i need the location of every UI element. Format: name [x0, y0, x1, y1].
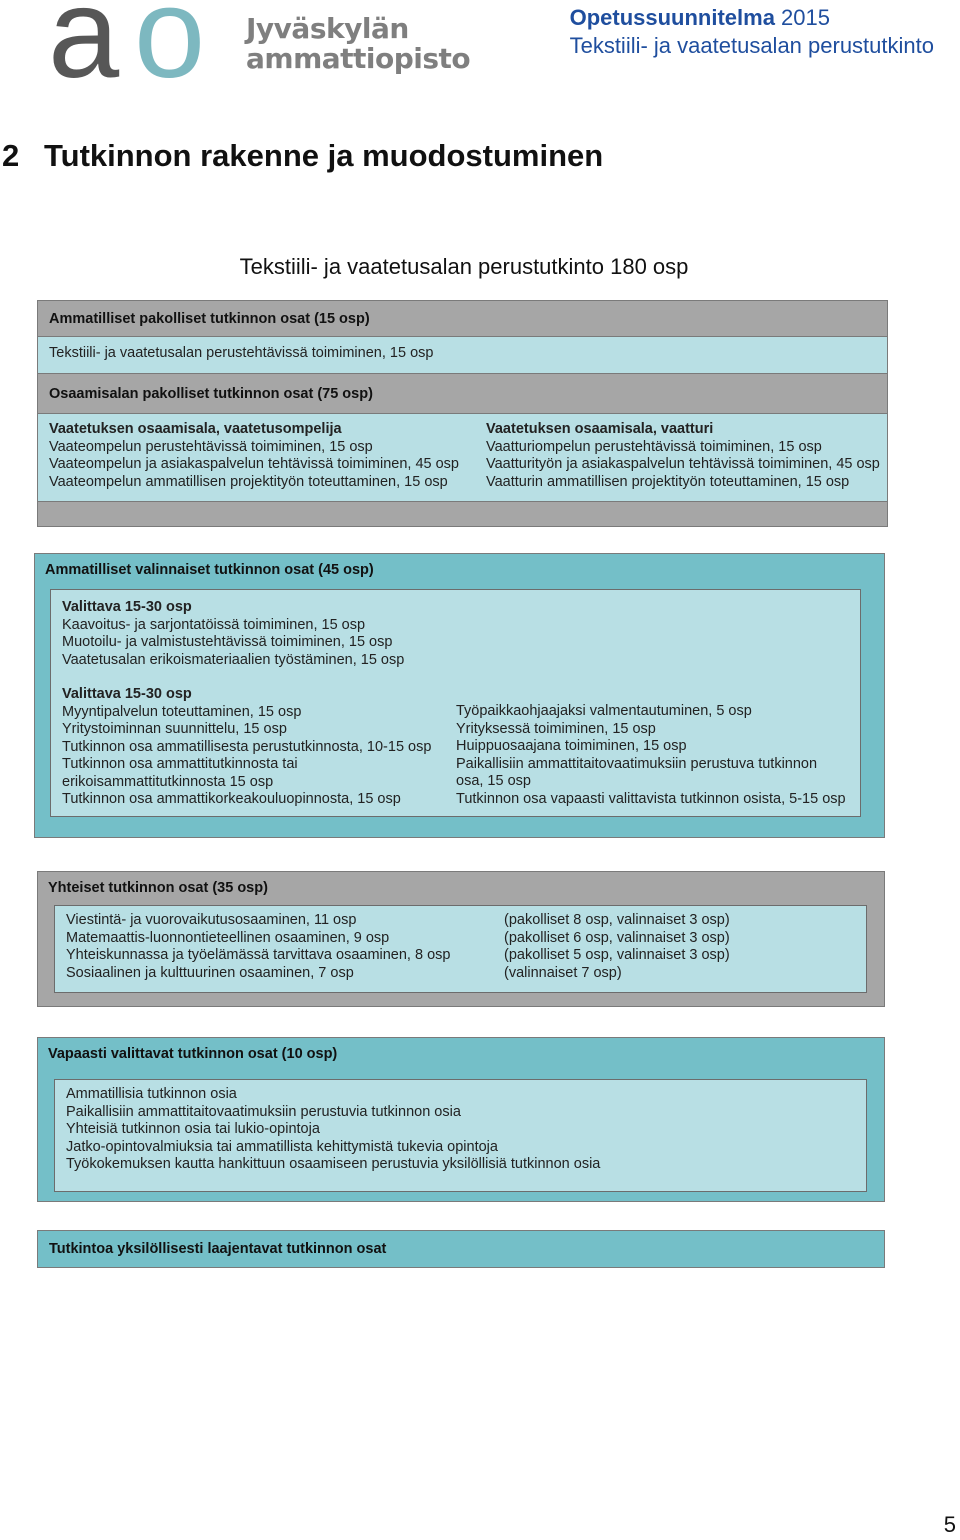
block3-group1 [62, 599, 404, 669]
diagram-title: Tekstiili- ja vaatetusalan perustutkinto 180 osp [239, 254, 689, 279]
block4-panel [37, 871, 885, 1007]
list-item: erikoisammattitutkinnosta 15 osp [62, 773, 274, 790]
block3-group2-right [456, 703, 846, 808]
list-item: Ammatillisia tutkinnon osia [66, 1086, 237, 1102]
list-item: Paikallisiin ammattitaitovaatimuksiin perustuva tutkinnon [456, 755, 818, 772]
logo-line-1: Jyväskylän [246, 12, 409, 45]
block5-inner [54, 1079, 867, 1192]
list-item: Vaatetusalan erikoismateriaalien työstäminen, 15 osp [62, 651, 405, 668]
block3-header: Ammatilliset valinnaiset tutkinnon osat (45 osp) [45, 562, 374, 578]
logo [48, 0, 471, 105]
header-subtitle: Tekstiili- ja vaatetusalan perustutkinto [569, 33, 934, 58]
list-item: Vaatturin ammatillisen projektityön toteuttaminen, 15 osp [486, 473, 850, 490]
list-item: Tutkinnon osa ammattitutkinnosta tai [62, 756, 298, 772]
block2-left-column [49, 421, 459, 491]
list-item: Tutkinnon osa ammattikorkeakouluopinnosta, 15 osp [62, 791, 401, 807]
block2-body [37, 413, 888, 502]
list-item: (pakolliset 6 osp, valinnaiset 3 osp) [504, 929, 730, 946]
block4-header: Yhteiset tutkinnon osat (35 osp) [48, 880, 268, 896]
list-item: Tutkinnon osa ammatillisesta perustutkinnosta, 10-15 osp [62, 738, 432, 755]
header-title: Opetussuunnitelma [569, 5, 775, 30]
block4-right-column [504, 912, 730, 982]
block1-item: Tekstiili- ja vaatetusalan perustehtävissä toimiminen, 15 osp [37, 336, 888, 374]
document-header [570, 4, 934, 60]
block5-list [66, 1086, 600, 1174]
list-item: (valinnaiset 7 osp) [504, 964, 622, 981]
list-item: Sosiaalinen ja kulttuurinen osaaminen, 7 osp [66, 964, 354, 981]
list-item: Kaavoitus- ja sarjontatöissä toimiminen, 15 osp [62, 616, 366, 633]
header-title-line [570, 4, 934, 32]
list-item: Työpaikkaohjaajaksi valmentautuminen, 5 osp [456, 703, 752, 719]
group1-title: Valittava 15-30 osp [62, 599, 192, 615]
block4-left-column [66, 912, 450, 982]
logo-mark-a: a [48, 0, 114, 105]
list-item: (pakolliset 5 osp, valinnaiset 3 osp) [504, 947, 730, 963]
list-item: Vaateompelun ammatillisen projektityön toteuttaminen, 15 osp [49, 473, 448, 490]
block3-group2-left [62, 686, 431, 809]
list-item: Yrityksessä toimiminen, 15 osp [456, 720, 656, 737]
list-item: Yhteisiä tutkinnon osia tai lukio-opintoja [66, 1121, 320, 1137]
logo-line-2: ammattiopisto [246, 42, 471, 75]
logo-text [246, 14, 470, 74]
page-number: 5 [943, 1512, 956, 1537]
list-item: Yhteiskunnassa ja työelämässä tarvittava osaaminen, 8 osp [66, 947, 451, 963]
list-item: Vaateompelun ja asiakaspalvelun tehtävissä toimiminen, 45 osp [49, 456, 460, 472]
block1-header: Ammatilliset pakolliset tutkinnon osat (15 osp) [37, 300, 888, 337]
block2-footer-bar [37, 501, 888, 527]
list-item: Vaateompelun perustehtävissä toimiminen, 15 osp [49, 438, 373, 455]
block2-left-title: Vaatetuksen osaamisala, vaatetusompelija [49, 421, 342, 437]
block4-inner [54, 905, 867, 993]
block2-right-title: Vaatetuksen osaamisala, vaatturi [486, 421, 714, 437]
header-year: 2015 [774, 5, 830, 30]
section-heading [2, 138, 603, 174]
list-item: Vaatturiompelun perustehtävissä toimiminen, 15 osp [486, 438, 822, 455]
group2-title: Valittava 15-30 osp [62, 686, 192, 702]
block2-header: Osaamisalan pakolliset tutkinnon osat (75 osp) [37, 373, 888, 414]
list-item: Työkokemuksen kautta hankittuun osaamiseen perustuvia yksilöllisiä tutkinnon osia [66, 1156, 601, 1172]
block6-header: Tutkintoa yksilöllisesti laajentavat tutkinnon osat [37, 1230, 885, 1268]
list-item: Muotoilu- ja valmistustehtävissä toimiminen, 15 osp [62, 634, 393, 650]
list-item: (pakolliset 8 osp, valinnaiset 3 osp) [504, 912, 730, 928]
list-item: Tutkinnon osa vapaasti valittavista tutkinnon osista, 5-15 osp [456, 790, 846, 807]
list-item: Paikallisiin ammattitaitovaatimuksiin perustuvia tutkinnon osia [66, 1103, 461, 1120]
list-item: Jatko-opintovalmiuksia tai ammatillista kehittymistä tukevia opintoja [66, 1138, 498, 1155]
block2-right-column [486, 421, 880, 491]
list-item: Yritystoiminnan suunnittelu, 15 osp [62, 721, 287, 737]
list-item: Myyntipalvelun toteuttaminen, 15 osp [62, 703, 302, 720]
section-number: 2 [2, 138, 20, 173]
block5-panel [37, 1037, 885, 1202]
list-item: Viestintä- ja vuorovaikutusosaaminen, 11 osp [66, 912, 357, 928]
list-item: Huippuosaajana toimiminen, 15 osp [456, 738, 687, 754]
section-title: Tutkinnon rakenne ja muodostuminen [44, 138, 604, 173]
list-item: Vaatturityön ja asiakaspalvelun tehtävissä toimiminen, 45 osp [486, 456, 880, 472]
block3-panel [34, 553, 885, 838]
block3-inner [50, 589, 861, 817]
list-item: osa, 15 osp [456, 773, 531, 789]
list-item: Matemaattis-luonnontieteellinen osaaminen, 9 osp [66, 929, 390, 946]
block5-header: Vapaasti valittavat tutkinnon osat (10 osp) [48, 1046, 338, 1062]
logo-mark-o: o [134, 0, 206, 105]
